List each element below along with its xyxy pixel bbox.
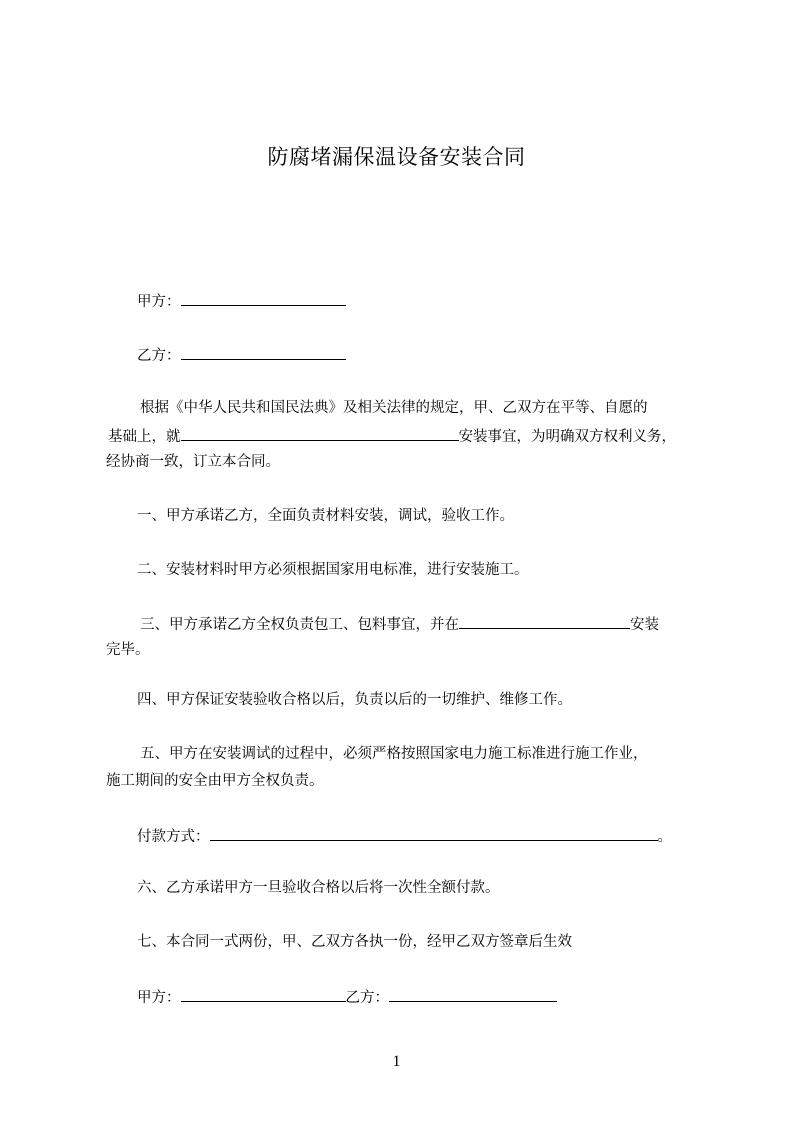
payment-label: 付款方式：: [137, 829, 210, 845]
party-a-blank: [181, 290, 346, 306]
payment-line: [137, 825, 672, 847]
payment-blank: [210, 825, 658, 841]
party-b-blank: [181, 344, 346, 360]
clause-1: 一、甲方承诺乙方，全面负责材料安装，调试，验收工作。: [137, 508, 514, 524]
preamble-line-2: [108, 425, 676, 447]
preamble-text-after: 安装事宜，为明确双方权利义务，: [458, 429, 676, 445]
clause-3-text-before: 三、甲方承诺乙方全权负责包工、包料事宜，并在: [140, 617, 459, 633]
party-a-line: [137, 290, 346, 312]
clause-3-line-2: 完毕。: [106, 642, 150, 658]
signature-party-b-blank: [389, 986, 557, 1002]
clause-3-text-after: 安装: [630, 617, 659, 633]
party-b-label: 乙方：: [137, 348, 181, 364]
preamble-line-3: 经协商一致，订立本合同。: [106, 454, 280, 470]
clause-7: 七、本合同一式两份，甲、乙双方各执一份，经甲乙双方签章后生效: [137, 934, 572, 950]
clause-3-line-1: [140, 613, 659, 635]
page-number: 1: [392, 1053, 401, 1070]
party-b-line: [137, 344, 346, 366]
signature-party-a-label: 甲方：: [137, 990, 181, 1006]
signature-party-a-blank: [181, 986, 346, 1002]
document-title: 防腐堵漏保温设备安装合同: [267, 145, 526, 169]
preamble-blank: [181, 425, 459, 441]
payment-end: 。: [657, 829, 672, 845]
clause-3-blank: [459, 613, 630, 629]
preamble-line-1: 根据《中华人民共和国民法典》及相关法律的规定，甲、乙双方在平等、自愿的: [140, 400, 648, 416]
preamble-text-before: 基础上，就: [108, 429, 181, 445]
signature-party-b-label: 乙方：: [345, 990, 389, 1006]
clause-6: 六、乙方承诺甲方一旦验收合格以后将一次性全额付款。: [137, 880, 500, 896]
clause-5-line-2: 施工期间的安全由甲方全权负责。: [106, 773, 324, 789]
signature-line: [137, 986, 557, 1008]
party-a-label: 甲方：: [137, 294, 181, 310]
clause-2: 二、安装材料时甲方必须根据国家用电标准，进行安装施工。: [137, 562, 529, 578]
clause-4: 四、甲方保证安装验收合格以后，负责以后的一切维护、维修工作。: [137, 692, 572, 708]
clause-5-line-1: 五、甲方在安装调试的过程中，必须严格按照国家电力施工标准进行施工作业，: [140, 746, 648, 762]
